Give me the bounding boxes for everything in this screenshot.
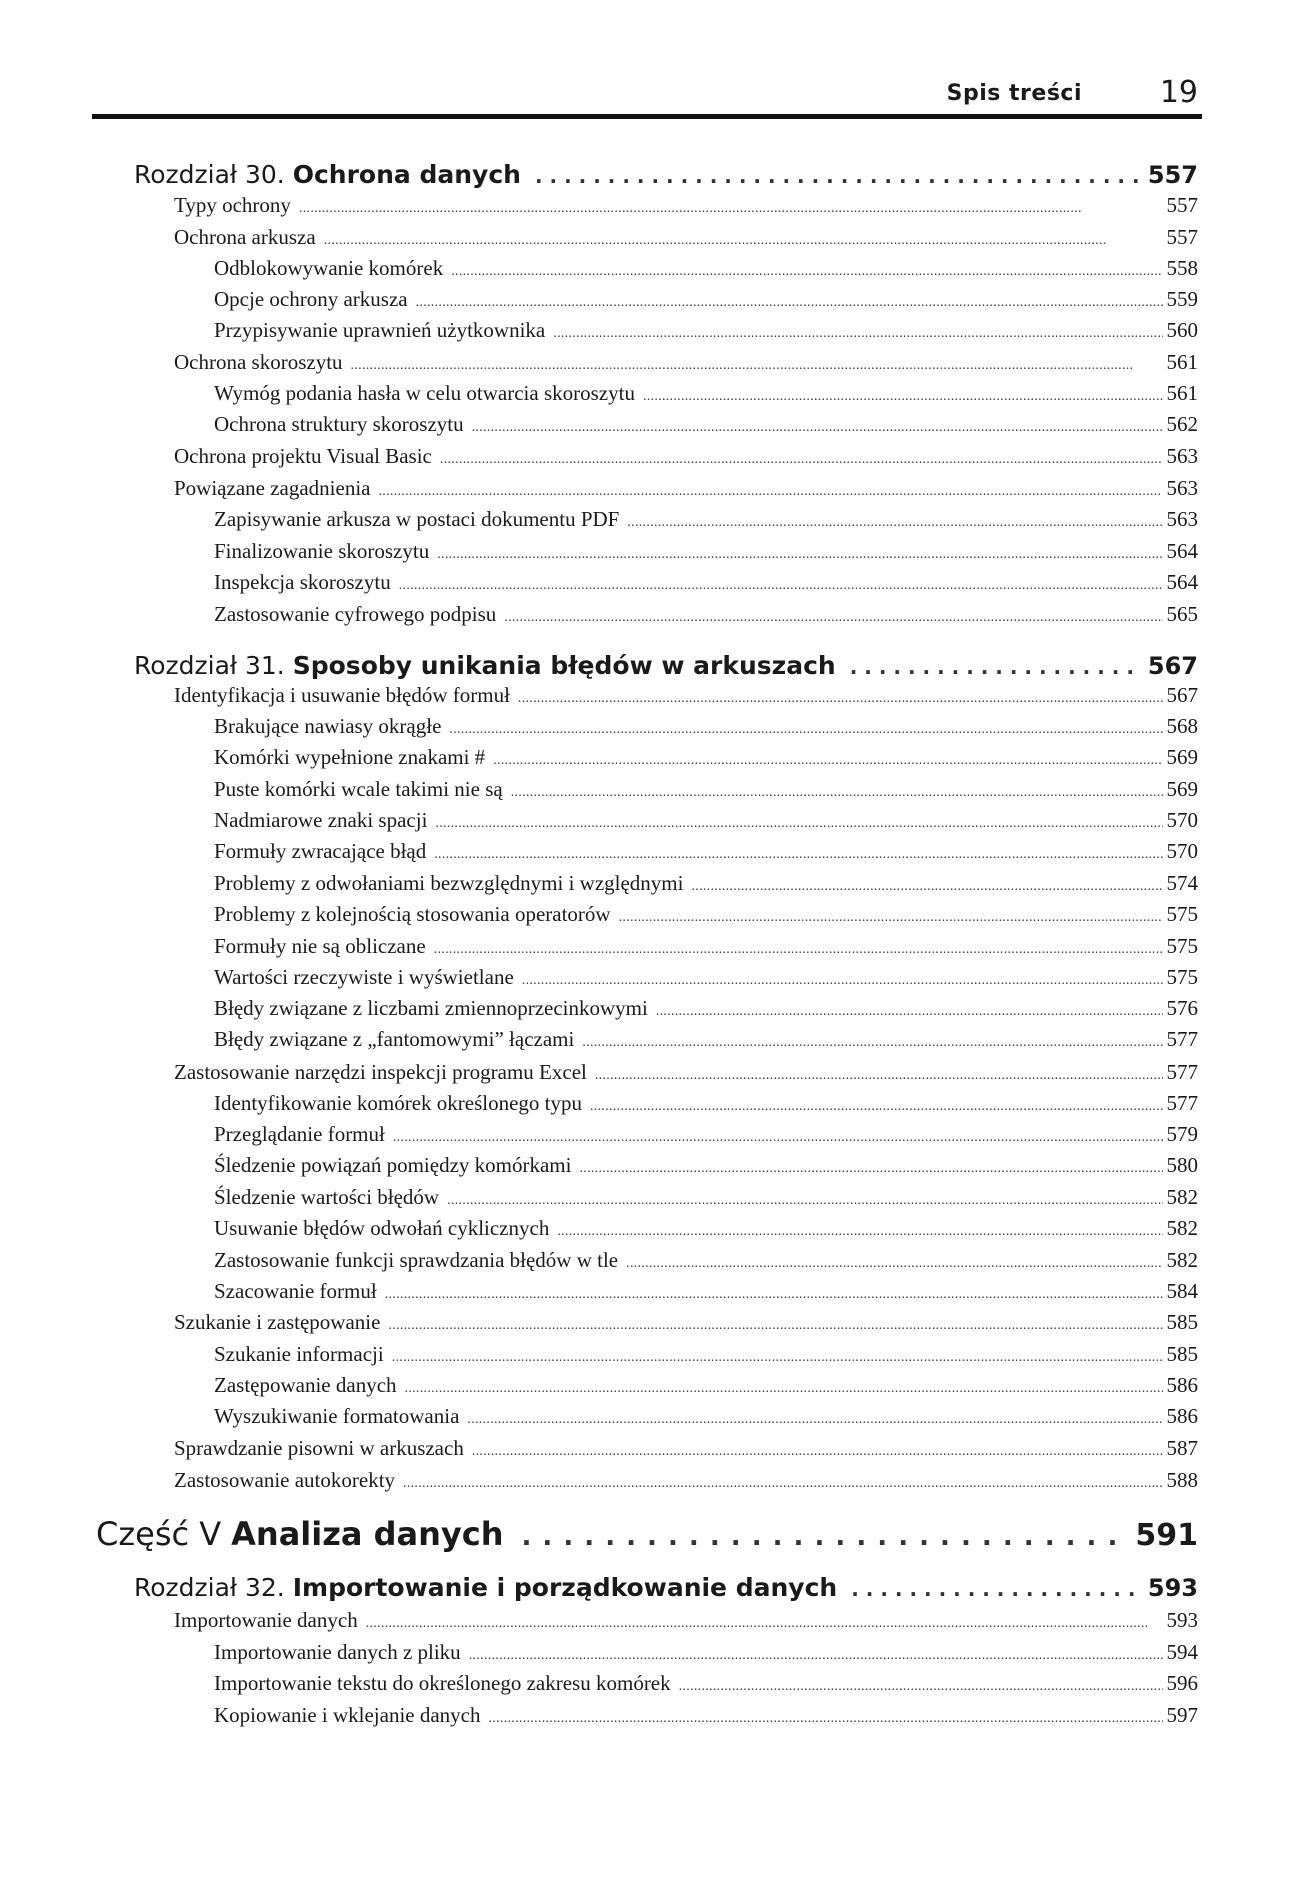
subsection-entry (214, 1342, 1198, 1372)
dot-leader (643, 381, 1163, 406)
subsection-entry (214, 1404, 1198, 1434)
entry-title: Problemy z odwołaniami bezwzględnymi i względnymi (214, 871, 684, 895)
entry-title: Importowanie danych z pliku (214, 1640, 461, 1664)
entry-page-number: 570 (1166, 839, 1198, 863)
dot-leader (434, 934, 1163, 959)
subsection-entry (214, 714, 1198, 744)
subsection-entry (214, 318, 1198, 348)
entry-page-number: 586 (1166, 1404, 1198, 1428)
dot-leader (405, 1373, 1163, 1398)
entry-page-number: 587 (1166, 1436, 1198, 1460)
entry-title: Przeglądanie formuł (214, 1122, 385, 1146)
entry-title: Ochrona projektu Visual Basic (174, 444, 432, 468)
dot-leader (366, 1608, 1163, 1633)
entry-title: Zastosowanie cyfrowego podpisu (214, 602, 497, 626)
entry-title: Śledzenie wartości błędów (214, 1185, 440, 1209)
entry-page-number: 570 (1166, 808, 1198, 832)
subsection-entry (214, 777, 1198, 807)
dot-leader (535, 160, 1140, 189)
entry-page-number: 562 (1166, 412, 1198, 436)
entry-title: Importowanie danych (174, 1608, 358, 1632)
dot-leader (493, 745, 1162, 770)
dot-leader (691, 871, 1162, 896)
entry-page-number: 577 (1166, 1091, 1198, 1115)
section-entry (174, 225, 1198, 255)
entry-page-number: 563 (1166, 476, 1198, 500)
subsection-entry (214, 1027, 1198, 1057)
entry-page-number: 586 (1166, 1373, 1198, 1397)
dot-leader (449, 714, 1162, 739)
entry-title: Zapisywanie arkusza w postaci dokumentu PDF (214, 507, 620, 531)
dot-leader (679, 1671, 1163, 1696)
dot-leader (489, 1703, 1163, 1728)
entry-title: Ochrona danych (292, 160, 521, 189)
subsection-entry (214, 256, 1198, 286)
dot-leader (518, 683, 1163, 708)
entry-title: Puste komórki wcale takimi nie są (214, 777, 503, 801)
subsection-entry (214, 539, 1198, 569)
entry-page-number: 567 (1166, 683, 1198, 707)
dot-leader (435, 808, 1162, 833)
running-header (92, 62, 1202, 119)
subsection-entry (214, 934, 1198, 964)
entry-title: Wymóg podania hasła w celu otwarcia skoroszytu (214, 381, 635, 405)
dot-leader (595, 1060, 1163, 1085)
entry-title: Brakujące nawiasy okrągłe (214, 714, 442, 738)
entry-title: Wyszukiwanie formatowania (214, 1404, 460, 1428)
entry-title: Sposoby unikania błędów w arkuszach (292, 651, 836, 680)
entry-page-number: 567 (1147, 652, 1198, 680)
dot-leader (440, 444, 1163, 469)
dot-leader (451, 256, 1162, 281)
entry-title: Zastępowanie danych (214, 1373, 397, 1397)
entry-title: Problemy z kolejnością stosowania operatorów (214, 902, 611, 926)
subsection-entry (214, 996, 1198, 1026)
entry-page-number: 579 (1166, 1122, 1198, 1146)
dot-leader (553, 318, 1162, 343)
subsection-entry (214, 602, 1198, 632)
entry-title: Analiza danych (231, 1515, 504, 1553)
entry-title: Finalizowanie skoroszytu (214, 539, 430, 563)
entry-page-number: 577 (1166, 1060, 1198, 1084)
entry-title: Importowanie tekstu do określonego zakresu komórek (214, 1671, 671, 1695)
entry-page-number: 574 (1166, 871, 1198, 895)
entry-page-number: 569 (1166, 777, 1198, 801)
part-entry (96, 1515, 1198, 1563)
entry-title: Wartości rzeczywiste i wyświetlane (214, 965, 514, 989)
subsection-entry (214, 1185, 1198, 1215)
entry-title: Komórki wypełnione znakami # (214, 745, 486, 769)
chapter-entry (134, 1573, 1198, 1611)
entry-title: Błędy związane z „fantomowymi” łączami (214, 1027, 575, 1051)
dot-leader (619, 902, 1163, 927)
section-entry (174, 350, 1198, 380)
dot-leader (351, 350, 1163, 375)
entry-title: Importowanie i porządkowanie danych (292, 1573, 838, 1602)
dot-leader (590, 1091, 1163, 1116)
dot-leader (511, 777, 1163, 802)
dot-leader (437, 539, 1162, 564)
entry-title: Śledzenie powiązań pomiędzy komórkami (214, 1153, 572, 1177)
entry-page-number: 575 (1166, 934, 1198, 958)
entry-title: Nadmiarowe znaki spacji (214, 808, 428, 832)
subsection-entry (214, 381, 1198, 411)
chapter-number: Rozdział 31. (134, 651, 285, 680)
entry-title: Szacowanie formuł (214, 1279, 377, 1303)
dot-leader (385, 1279, 1163, 1304)
entry-title: Kopiowanie i wklejanie danych (214, 1703, 481, 1727)
subsection-entry (214, 1122, 1198, 1152)
dot-leader (851, 1573, 1140, 1602)
entry-page-number: 565 (1166, 602, 1198, 626)
subsection-entry (214, 1373, 1198, 1403)
subsection-entry (214, 287, 1198, 317)
entry-title: Zastosowanie autokorekty (174, 1468, 396, 1492)
subsection-entry (214, 871, 1198, 901)
running-header-title: Spis treści (946, 81, 1082, 106)
entry-page-number: 568 (1166, 714, 1198, 738)
subsection-entry (214, 839, 1198, 869)
entry-title: Typy ochrony (174, 193, 291, 217)
entry-page-number: 584 (1166, 1279, 1198, 1303)
page-number: 19 (1159, 75, 1198, 110)
entry-page-number: 559 (1166, 287, 1198, 311)
subsection-entry (214, 1671, 1198, 1701)
entry-page-number: 561 (1166, 350, 1198, 374)
section-entry (174, 1060, 1198, 1090)
entry-title: Inspekcja skoroszytu (214, 570, 391, 594)
section-entry (174, 1608, 1198, 1638)
entry-page-number: 557 (1166, 193, 1198, 217)
dot-leader (416, 287, 1163, 312)
entry-page-number: 582 (1166, 1216, 1198, 1240)
section-entry (174, 683, 1198, 713)
entry-page-number: 596 (1166, 1671, 1198, 1695)
dot-leader (656, 996, 1163, 1021)
section-entry (174, 1436, 1198, 1466)
entry-page-number: 564 (1166, 539, 1198, 563)
dot-leader (403, 1468, 1162, 1493)
entry-title: Opcje ochrony arkusza (214, 287, 408, 311)
entry-page-number: 582 (1166, 1185, 1198, 1209)
entry-title: Ochrona skoroszytu (174, 350, 343, 374)
entry-title: Zastosowanie narzędzi inspekcji programu Excel (174, 1060, 587, 1084)
entry-page-number: 575 (1166, 965, 1198, 989)
dot-leader (388, 1310, 1162, 1335)
entry-title: Usuwanie błędów odwołań cyklicznych (214, 1216, 550, 1240)
section-entry (174, 1310, 1198, 1340)
dot-leader (627, 507, 1162, 532)
section-entry (174, 1468, 1198, 1498)
entry-page-number: 585 (1166, 1310, 1198, 1334)
entry-title: Przypisywanie uprawnień użytkownika (214, 318, 546, 342)
subsection-entry (214, 1703, 1198, 1733)
entry-title: Powiązane zagadnienia (174, 476, 371, 500)
entry-page-number: 577 (1166, 1027, 1198, 1051)
entry-page-number: 593 (1147, 1574, 1198, 1602)
entry-page-number: 557 (1166, 225, 1198, 249)
dot-leader (522, 965, 1163, 990)
subsection-entry (214, 1153, 1198, 1183)
dot-leader (579, 1153, 1162, 1178)
entry-title: Błędy związane z liczbami zmiennoprzecinkowymi (214, 996, 648, 1020)
entry-page-number: 576 (1166, 996, 1198, 1020)
dot-leader (582, 1027, 1162, 1052)
entry-page-number: 561 (1166, 381, 1198, 405)
entry-title: Sprawdzanie pisowni w arkuszach (174, 1436, 464, 1460)
entry-page-number: 597 (1166, 1703, 1198, 1727)
entry-title: Ochrona arkusza (174, 225, 316, 249)
entry-page-number: 560 (1166, 318, 1198, 342)
entry-title: Formuły nie są obliczane (214, 934, 426, 958)
subsection-entry (214, 412, 1198, 442)
dot-leader (393, 1122, 1163, 1147)
dot-leader (447, 1185, 1162, 1210)
entry-title: Odblokowywanie komórek (214, 256, 444, 280)
entry-page-number: 563 (1166, 507, 1198, 531)
entry-title: Szukanie informacji (214, 1342, 384, 1366)
subsection-entry (214, 1091, 1198, 1121)
subsection-entry (214, 1248, 1198, 1278)
entry-page-number: 564 (1166, 570, 1198, 594)
dot-leader (850, 651, 1140, 680)
entry-page-number: 558 (1166, 256, 1198, 280)
entry-page-number: 588 (1166, 1468, 1198, 1492)
dot-leader (472, 412, 1163, 437)
entry-page-number: 594 (1166, 1640, 1198, 1664)
entry-page-number: 563 (1166, 444, 1198, 468)
subsection-entry (214, 745, 1198, 775)
entry-title: Identyfikowanie komórek określonego typu (214, 1091, 582, 1115)
entry-page-number: 569 (1166, 745, 1198, 769)
dot-leader (557, 1216, 1162, 1241)
chapter-number: Rozdział 30. (134, 160, 285, 189)
dot-leader (504, 602, 1162, 627)
entry-page-number: 575 (1166, 902, 1198, 926)
section-entry (174, 476, 1198, 506)
dot-leader (472, 1436, 1163, 1461)
entry-page-number: 593 (1166, 1608, 1198, 1632)
entry-page-number: 580 (1166, 1153, 1198, 1177)
entry-page-number: 585 (1166, 1342, 1198, 1366)
dot-leader (399, 570, 1163, 595)
dot-leader (379, 476, 1163, 501)
subsection-entry (214, 1216, 1198, 1246)
chapter-number: Rozdział 32. (134, 1573, 285, 1602)
entry-title: Identyfikacja i usuwanie błędów formuł (174, 683, 510, 707)
entry-page-number: 591 (1135, 1518, 1198, 1553)
subsection-entry (214, 507, 1198, 537)
entry-title: Formuły zwracające błąd (214, 839, 427, 863)
part-number: Część V (96, 1515, 222, 1553)
subsection-entry (214, 965, 1198, 995)
subsection-entry (214, 1640, 1198, 1670)
dot-leader (626, 1248, 1162, 1273)
dot-leader (392, 1342, 1163, 1367)
dot-leader (324, 225, 1163, 250)
dot-leader (521, 1515, 1125, 1553)
entry-title: Zastosowanie funkcji sprawdzania błędów w tle (214, 1248, 619, 1272)
dot-leader (434, 839, 1162, 864)
entry-title: Ochrona struktury skoroszytu (214, 412, 464, 436)
dot-leader (469, 1640, 1163, 1665)
entry-page-number: 557 (1147, 161, 1198, 189)
subsection-entry (214, 1279, 1198, 1309)
section-entry (174, 444, 1198, 474)
subsection-entry (214, 902, 1198, 932)
subsection-entry (214, 570, 1198, 600)
entry-title: Szukanie i zastępowanie (174, 1310, 381, 1334)
entry-page-number: 582 (1166, 1248, 1198, 1272)
subsection-entry (214, 808, 1198, 838)
section-entry (174, 193, 1198, 223)
dot-leader (467, 1404, 1162, 1429)
dot-leader (299, 193, 1163, 218)
